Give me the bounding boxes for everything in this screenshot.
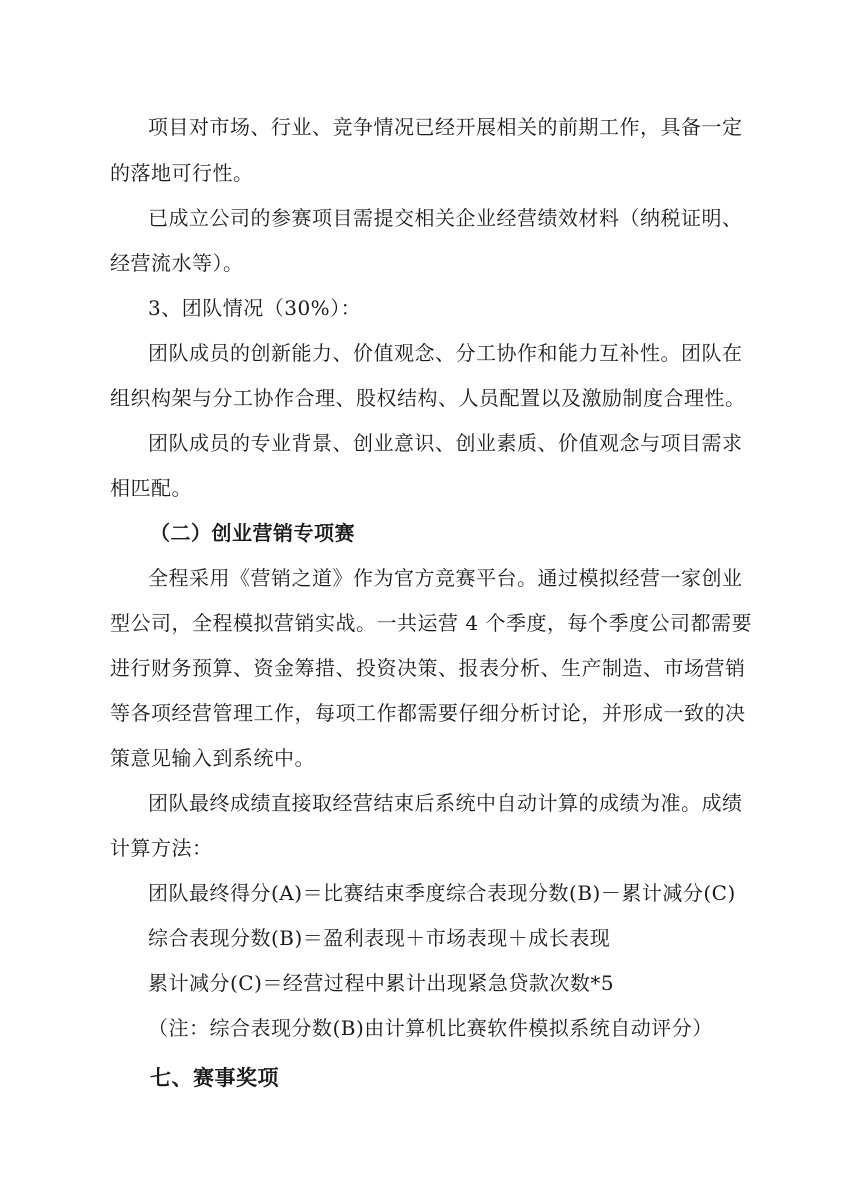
paragraph-line: 已成立公司的参赛项目需提交相关企业经营绩效材料（纳税证明、 bbox=[148, 206, 743, 230]
paragraph-line: 进行财务预算、资金筹措、投资决策、报表分析、生产制造、市场营销 bbox=[110, 656, 746, 680]
formula-line: 综合表现分数(B)＝盈利表现＋市场表现＋成长表现 bbox=[148, 926, 611, 950]
paragraph-line: 等各项经营管理工作，每项工作都需要仔细分析讨论，并形成一致的决 bbox=[110, 701, 746, 725]
paragraph-line: 团队成员的专业背景、创业意识、创业素质、价值观念与项目需求 bbox=[148, 431, 743, 455]
formula-line: 团队最终得分(A)＝比赛结束季度综合表现分数(B)－累计减分(C) bbox=[148, 881, 736, 905]
section-heading: （二）创业营销专项赛 bbox=[150, 521, 355, 545]
paragraph-line: 相匹配。 bbox=[110, 476, 192, 500]
subsection-heading: 3、团队情况（30%）： bbox=[148, 296, 362, 320]
paragraph-line: 团队成员的创新能力、价值观念、分工协作和能力互补性。团队在 bbox=[148, 341, 743, 365]
chapter-heading: 七、赛事奖项 bbox=[150, 1066, 279, 1090]
formula-line: 累计减分(C)＝经营过程中累计出现紧急贷款次数*5 bbox=[148, 971, 615, 995]
note-line: （注：综合表现分数(B)由计算机比赛软件模拟系统自动评分） bbox=[148, 1016, 713, 1040]
paragraph-line: 经营流水等）。 bbox=[110, 251, 244, 275]
paragraph-line: 型公司，全程模拟营销实战。一共运营 4 个季度，每个季度公司都需要 bbox=[110, 611, 752, 635]
paragraph-line: 策意见输入到系统中。 bbox=[110, 746, 315, 770]
paragraph-line: 计算方法： bbox=[110, 836, 213, 860]
paragraph-line: 的落地可行性。 bbox=[110, 161, 254, 185]
paragraph-line: 组织构架与分工协作合理、股权结构、人员配置以及激励制度合理性。 bbox=[110, 386, 746, 410]
paragraph-line: 全程采用《营销之道》作为官方竞赛平台。通过模拟经营一家创业 bbox=[148, 566, 743, 590]
paragraph-line: 团队最终成绩直接取经营结束后系统中自动计算的成绩为准。成绩 bbox=[148, 791, 743, 815]
paragraph-line: 项目对市场、行业、竞争情况已经开展相关的前期工作，具备一定 bbox=[148, 115, 743, 139]
